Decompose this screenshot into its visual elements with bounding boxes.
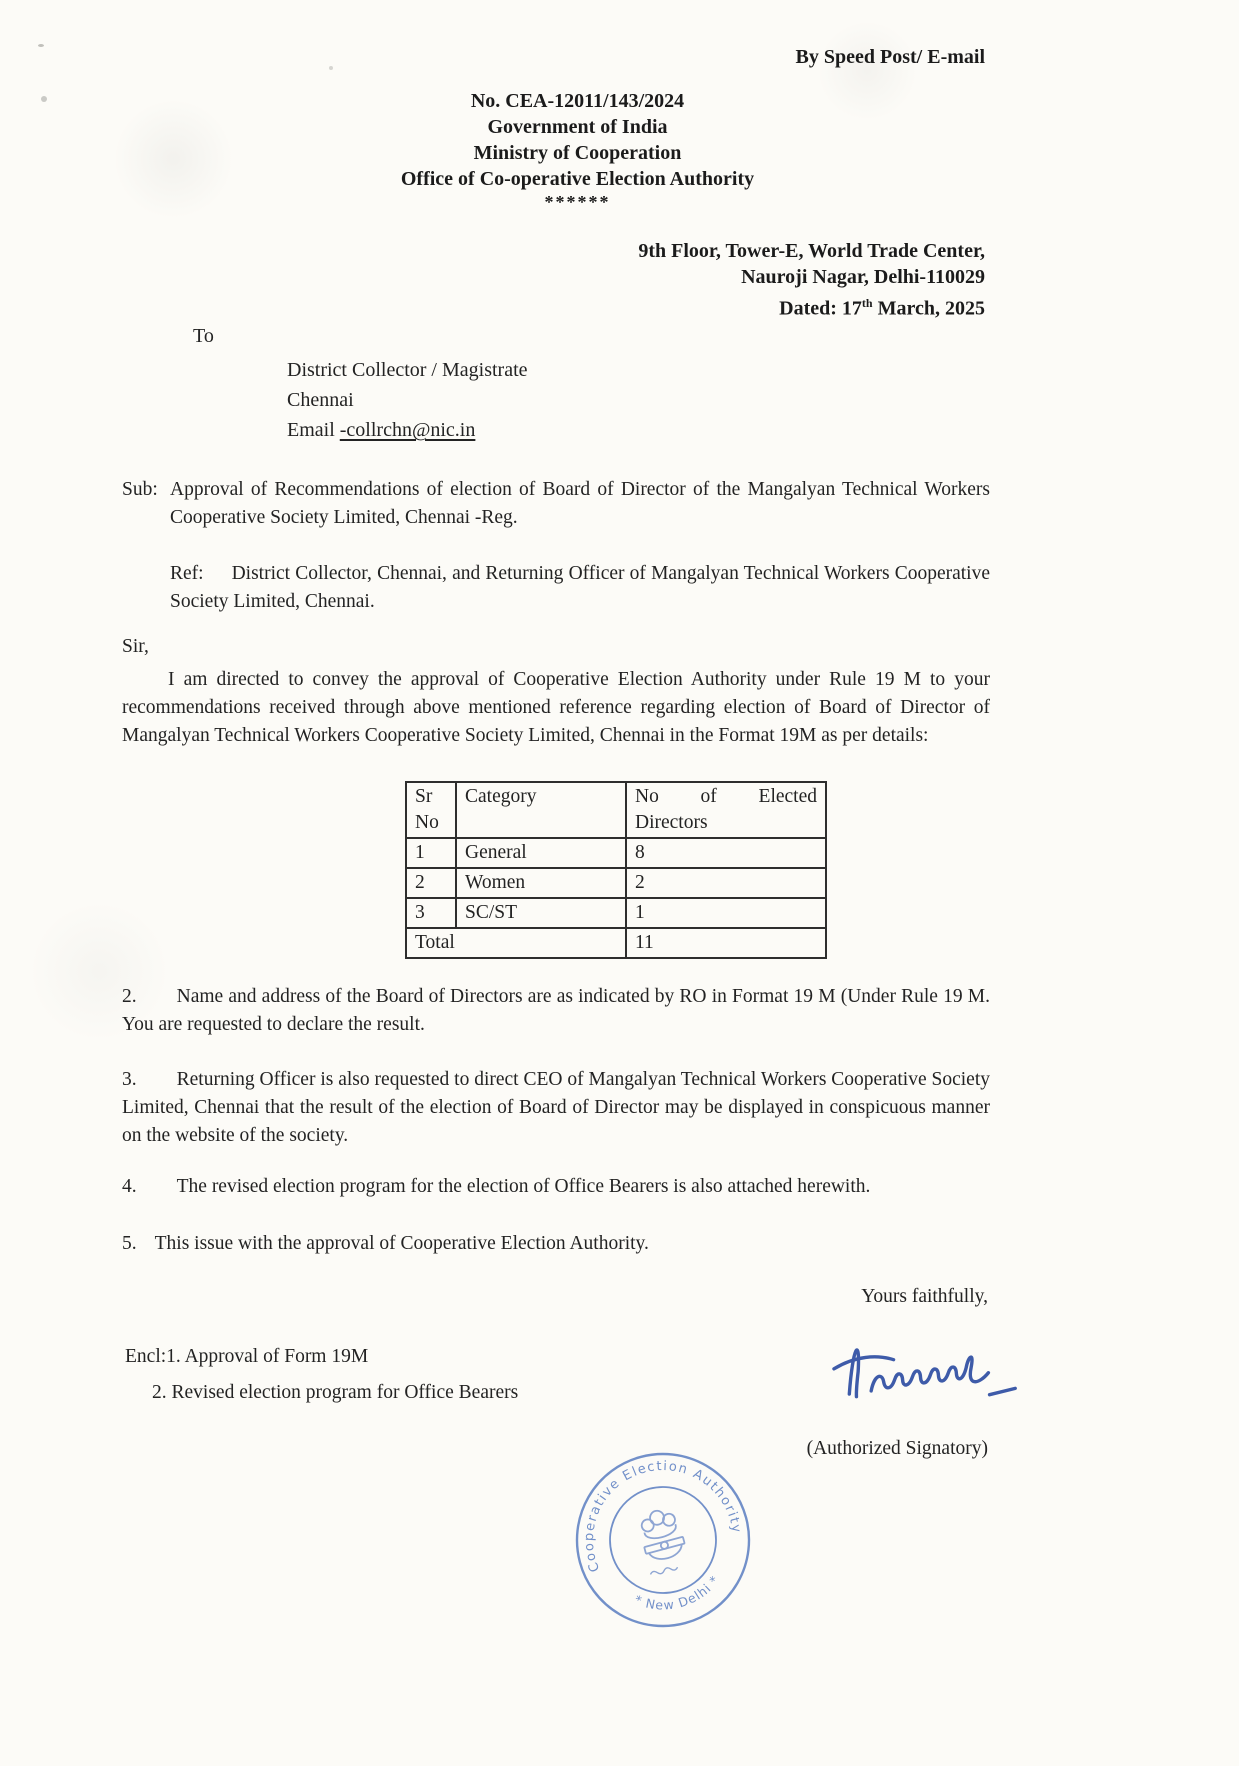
subject-block xyxy=(122,476,990,532)
valediction: Yours faithfully, xyxy=(861,1286,988,1307)
reference-text: District Collector, Chennai, and Returning Officer of Mangalyan Technical Workers Cooperative Society Limited, Chennai. xyxy=(170,563,990,612)
para-number: 4. xyxy=(122,1176,137,1197)
svg-text:* New Delhi * xyxy=(629,1570,727,1622)
para-number: 5. xyxy=(122,1233,137,1254)
reference-block xyxy=(170,560,990,616)
table-header-row xyxy=(406,782,826,838)
dispatch-mode: By Speed Post/ E-mail xyxy=(795,46,985,68)
cell-count: 1 xyxy=(626,898,826,928)
recipient-block xyxy=(287,355,528,445)
cell-count: 8 xyxy=(626,838,826,868)
cell-sr: 1 xyxy=(406,838,456,868)
recipient-city: Chennai xyxy=(287,389,354,411)
cell-category: SC/ST xyxy=(456,898,626,928)
stamp-bottom-text: * New Delhi * xyxy=(632,1572,723,1613)
paragraph-1: I am directed to convey the approval of Cooperative Election Authority under Rule 19 M to your recommendations received through above mentioned reference regarding election of Board of Director of Mangalyan Technical Workers Cooperative Society Limited, Chennai in the Format 19M as per details: xyxy=(122,669,990,746)
handwritten-signature xyxy=(825,1307,1026,1427)
scan-artifact xyxy=(38,44,44,47)
cell-category: Women xyxy=(456,868,626,898)
ashoka-emblem-icon xyxy=(635,1506,691,1576)
ministry-line: Ministry of Cooperation xyxy=(473,142,682,164)
address-line-2: Nauroji Nagar, Delhi-110029 xyxy=(741,266,985,288)
table-row xyxy=(406,838,826,868)
enclosure-line-2: 2. Revised election program for Office Bearers xyxy=(152,1382,519,1403)
stamp-top-text: Cooperative Election Authority xyxy=(581,1458,744,1574)
reference-number: No. CEA-12011/143/2024 xyxy=(470,90,685,112)
separator-stars: ****** xyxy=(544,192,611,212)
email-address: -collrchn@nic.in xyxy=(339,419,476,441)
signature-ink xyxy=(825,1307,1026,1427)
svg-text:Cooperative Election Authority xyxy=(564,1441,745,1575)
office-line: Office of Co-operative Election Authority xyxy=(400,168,755,190)
scan-artifact xyxy=(41,96,47,102)
round-office-stamp xyxy=(563,1440,763,1640)
subject-text: Approval of Recommendations of election of Board of Director of the Mangalyan Technical Workers Cooperative Society Limited, Chennai -Reg. xyxy=(170,479,990,528)
cell-sr: 2 xyxy=(406,868,456,898)
col-header-sr-no: Sr No xyxy=(406,782,456,838)
reference-label: Ref: xyxy=(170,563,204,584)
total-label: Total xyxy=(406,928,626,958)
cell-count: 2 xyxy=(626,868,826,898)
issuing-address xyxy=(638,238,985,322)
table-total-row xyxy=(406,928,826,958)
col-header-category: Category xyxy=(456,782,626,838)
paragraph-3: 3. Returning Officer is also requested to direct CEO of Mangalyan Technical Workers Cooperative Society Limited, Chennai that the result of the election of Board of Director may be displayed in conspicuous manner on the website of the society. xyxy=(122,1069,990,1146)
col-header-directors: No of Elected Directors xyxy=(626,782,826,838)
government-line: Government of India xyxy=(487,116,668,138)
authorized-signatory: (Authorized Signatory) xyxy=(806,1438,988,1459)
elected-directors-table xyxy=(405,781,827,959)
para-number: 3. xyxy=(122,1069,137,1090)
cell-category: General xyxy=(456,838,626,868)
scan-artifact xyxy=(329,66,333,70)
total-value: 11 xyxy=(626,928,826,958)
cell-sr: 3 xyxy=(406,898,456,928)
para-number: 2. xyxy=(122,986,137,1007)
letterhead xyxy=(170,88,985,212)
to-label: To xyxy=(193,325,214,347)
subject-label: Sub: xyxy=(122,479,158,500)
paragraph-2: 2. Name and address of the Board of Directors are as indicated by RO in Format 19 M (Under Rule 19 M. You are requested to declare the result. xyxy=(122,986,990,1035)
letter-date: Dated: 17th March, 2025 xyxy=(779,296,985,320)
stamp-graphic xyxy=(563,1440,763,1640)
table-row xyxy=(406,898,826,928)
recipient-name: District Collector / Magistrate xyxy=(287,359,528,381)
salutation: Sir, xyxy=(122,636,149,657)
recipient-email: Email -collrchn@nic.in xyxy=(287,419,476,441)
table-row xyxy=(406,868,826,898)
enclosure-line-1: Encl:1. Approval of Form 19M xyxy=(125,1346,369,1367)
paragraph-5: 5. This issue with the approval of Cooperative Election Authority. xyxy=(122,1233,649,1254)
address-line-1: 9th Floor, Tower-E, World Trade Center, xyxy=(638,240,985,262)
paragraph-4: 4. The revised election program for the election of Office Bearers is also attached herewith. xyxy=(122,1176,871,1197)
